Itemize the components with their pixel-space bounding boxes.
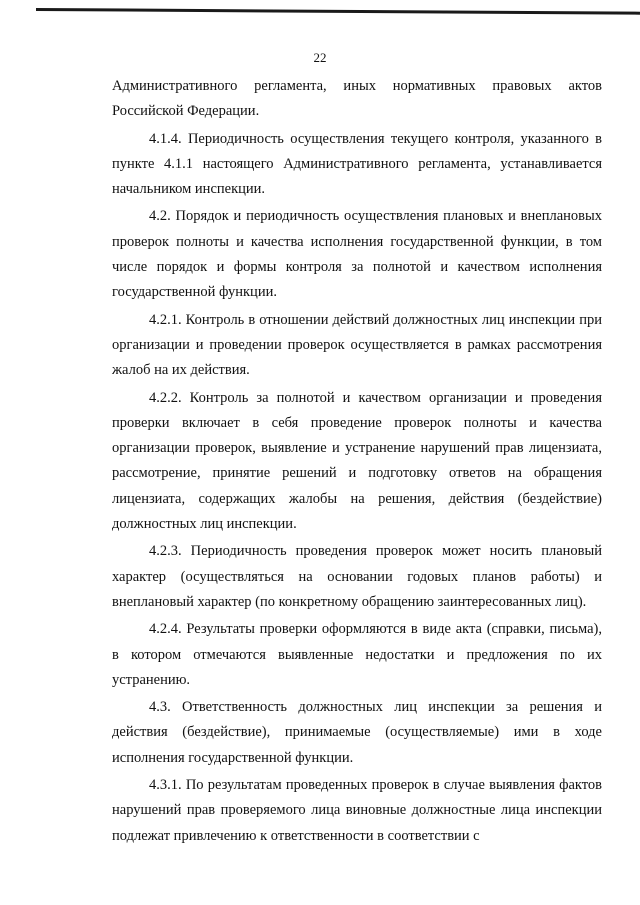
paragraph-4-1-4: 4.1.4. Периодичность осуществления текущего контроля, указанного в пункте 4.1.1 настоящего Административного регламента, устанавливается начальником инспекции. [112,130,602,198]
top-border-line [36,8,640,15]
paragraph-4-2-4: 4.2.4. Результаты проверки оформляются в виде акта (справки, письма), в котором отмечаются выявленные недостатки и предложения по их устранению. [112,621,602,688]
paragraph-4-3: 4.3. Ответственность должностных лиц инспекции за решения и действия (бездействие), принимаемые (осуществляемые) ими в ходе исполнения государственной функции. [112,699,602,766]
paragraph-4-2: 4.2. Порядок и периодичность осуществления плановых и внеплановых проверок полноты и качества исполнения государственной функции, в том числе порядок и формы контроля за полнотой и качеством исполнения государственной функции. [112,208,602,301]
paragraph-continuation: Административного регламента, иных нормативных правовых актов Российской Федерации. [112,78,602,120]
document-body [112,74,602,851]
paragraph-4-2-1: 4.2.1. Контроль в отношении действий должностных лиц инспекции при организации и проведении проверок осуществляется в рамках рассмотрения жалоб на их действия. [112,311,602,379]
paragraph-4-2-2: 4.2.2. Контроль за полнотой и качеством организации и проведения проверки включает в себя проведение проверок полноты и качества организации проверок, выявление и устранение нарушений прав лицензиата, рассмотрение, принятие решений и подготовку ответов на обращения лицензиата, содержащих жалобы на решения, действия (бездействие) должностных лиц инспекции. [112,389,602,533]
paragraph-4-2-3: 4.2.3. Периодичность проведения проверок может носить плановый характер (осуществляться на основании годовых планов работы) и внеплановый характер (по конкретному обращению заинтересованных лиц). [112,543,602,610]
page-number: 22 [313,50,327,65]
paragraph-4-3-1: 4.3.1. По результатам проведенных проверок в случае выявления фактов нарушений прав проверяемого лица виновные должностные лица инспекции подлежат привлечению к ответственности в соответствии с [112,777,602,844]
